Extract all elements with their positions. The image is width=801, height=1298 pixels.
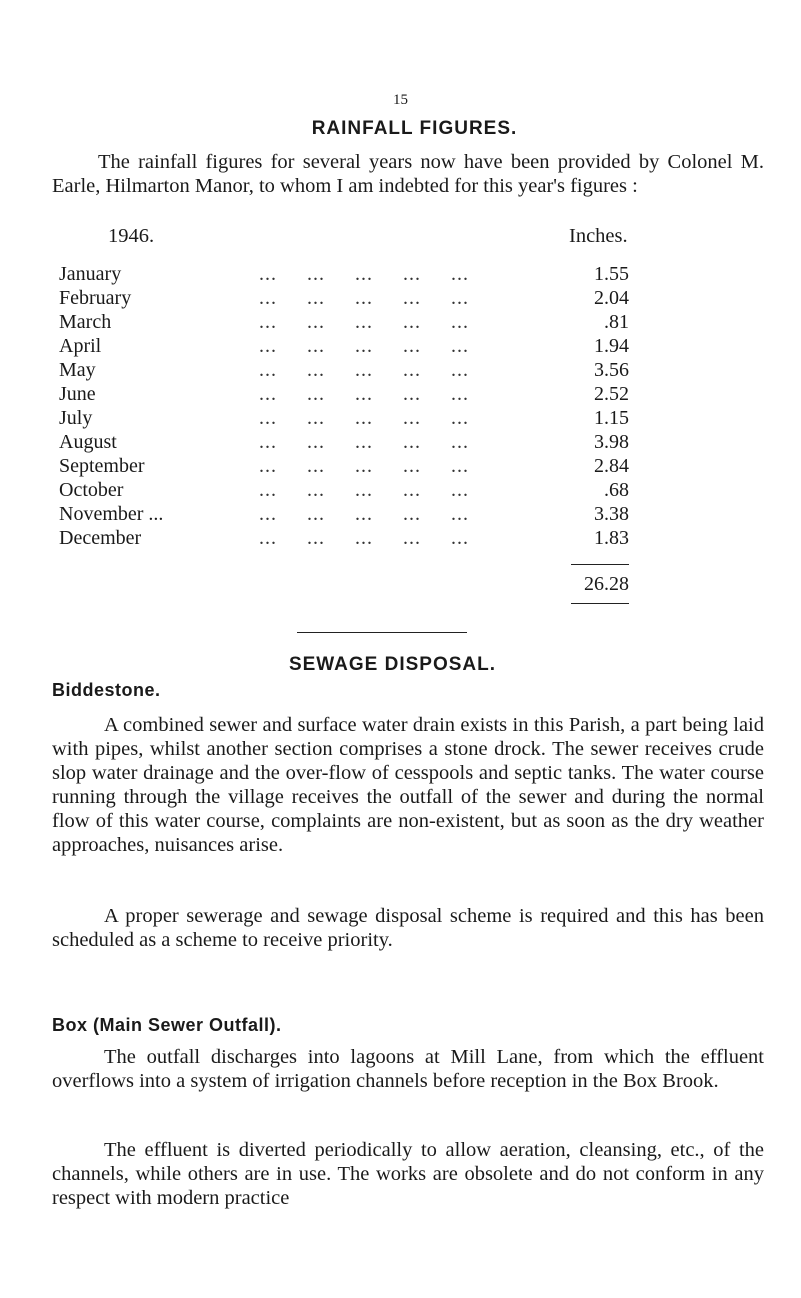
rainfall-value: 3.56 [594, 359, 629, 381]
rainfall-heading: RAINFALL FIGURES. [311, 118, 518, 139]
box-paragraph-2: The effluent is diverted periodically to allow aeration, cleansing, etc., of the channels, while others are in use. The works are obsolete and do not conform in any respect with modern practice [52, 1139, 764, 1209]
rainfall-total: 26.28 [584, 573, 629, 595]
biddestone-paragraph-2: A proper sewerage and sewage disposal scheme is required and this has been scheduled as a scheme to receive priority. [52, 905, 764, 951]
month-label: June [59, 383, 96, 405]
rainfall-value: .81 [604, 311, 629, 333]
leader-dots: ... ... ... ... ... [259, 527, 469, 549]
rainfall-value: 2.84 [594, 455, 629, 477]
year-label: 1946. [108, 225, 155, 247]
rainfall-value: 2.52 [594, 383, 629, 405]
rainfall-value: 1.15 [594, 407, 629, 429]
rainfall-row [59, 334, 629, 358]
rainfall-row [59, 262, 629, 286]
month-label: May [59, 359, 96, 381]
rainfall-row [59, 382, 629, 406]
box-heading: Box (Main Sewer Outfall). [52, 1015, 282, 1035]
leader-dots: ... ... ... ... ... [259, 503, 469, 525]
month-label: November ... [59, 503, 164, 525]
biddestone-heading: Biddestone. [52, 680, 161, 700]
leader-dots: ... ... ... ... ... [259, 359, 469, 381]
month-label: April [59, 335, 102, 357]
leader-dots: ... ... ... ... ... [259, 311, 469, 333]
month-label: January [59, 263, 122, 285]
rainfall-row [59, 358, 629, 382]
leader-dots: ... ... ... ... ... [259, 431, 469, 453]
page-number: 15 [393, 92, 408, 108]
rainfall-row [59, 478, 629, 502]
leader-dots: ... ... ... ... ... [259, 263, 469, 285]
rainfall-intro: The rainfall figures for several years now have been provided by Colonel M. Earle, Hilmarton Manor, to whom I am indebted for this year's figures : [52, 151, 764, 197]
month-label: August [59, 431, 117, 453]
rainfall-row [59, 406, 629, 430]
month-label: October [59, 479, 124, 501]
box-paragraph-1: The outfall discharges into lagoons at Mill Lane, from which the effluent overflows into a system of irrigation channels before reception in the Box Brook. [52, 1046, 764, 1092]
leader-dots: ... ... ... ... ... [259, 407, 469, 429]
rainfall-row [59, 454, 629, 478]
unit-label: Inches. [569, 225, 628, 247]
sewage-heading: SEWAGE DISPOSAL. [288, 654, 497, 675]
month-label: March [59, 311, 112, 333]
rainfall-row [59, 526, 629, 550]
month-label: July [59, 407, 93, 429]
biddestone-paragraph-1: A combined sewer and surface water drain exists in this Parish, a part being laid with pipes, whilst another section comprises a stone drock. The sewer receives crude slop water drainage and the over-flow of cesspools and septic tanks. The water course running through the village receives the outfall of the sewer and during the normal flow of this water course, complaints are non-existent, but as soon as the dry weather approaches, nuisances arise. [52, 714, 764, 856]
month-label: December [59, 527, 142, 549]
rainfall-value: 2.04 [594, 287, 629, 309]
rainfall-row [59, 286, 629, 310]
rainfall-value: 1.83 [594, 527, 629, 549]
rainfall-value: 1.55 [594, 263, 629, 285]
rainfall-value: 3.38 [594, 503, 629, 525]
rainfall-row [59, 310, 629, 334]
leader-dots: ... ... ... ... ... [259, 455, 469, 477]
leader-dots: ... ... ... ... ... [259, 479, 469, 501]
total-rule-top [571, 564, 629, 565]
month-label: February [59, 287, 132, 309]
rainfall-row [59, 502, 629, 526]
rainfall-value: 3.98 [594, 431, 629, 453]
leader-dots: ... ... ... ... ... [259, 287, 469, 309]
month-label: September [59, 455, 145, 477]
rainfall-row [59, 430, 629, 454]
rainfall-value: .68 [604, 479, 629, 501]
rainfall-value: 1.94 [594, 335, 629, 357]
leader-dots: ... ... ... ... ... [259, 383, 469, 405]
leader-dots: ... ... ... ... ... [259, 335, 469, 357]
total-rule-bottom [571, 603, 629, 604]
section-divider [297, 632, 467, 633]
rainfall-table [59, 262, 629, 550]
